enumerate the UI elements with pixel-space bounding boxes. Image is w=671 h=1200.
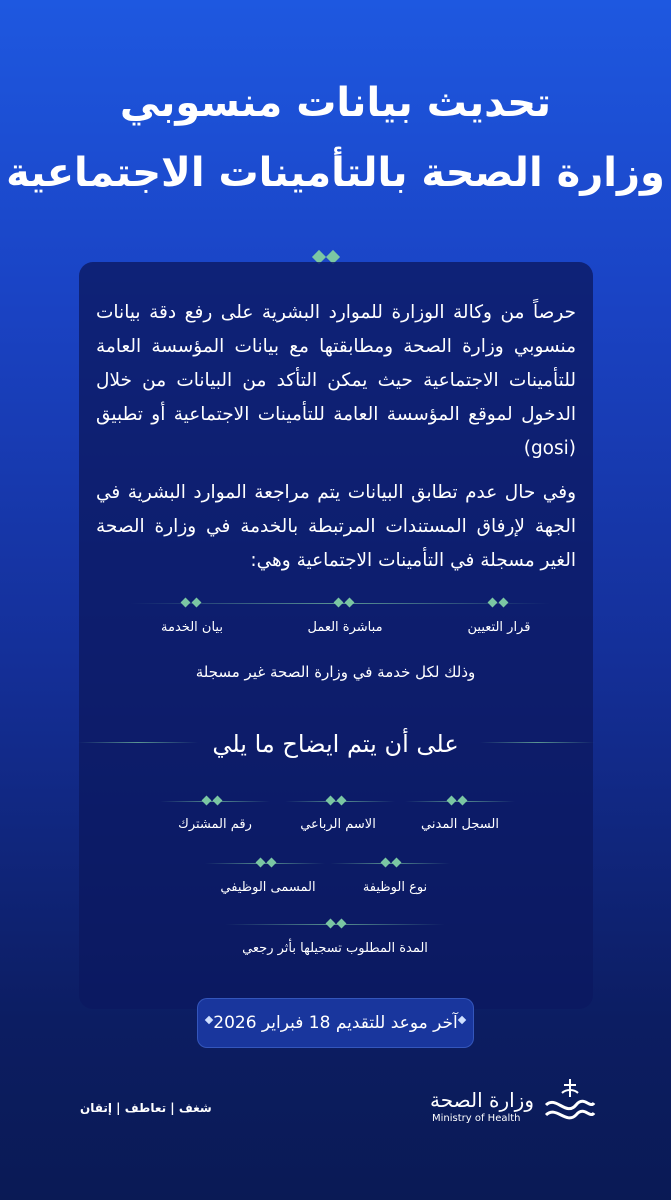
bullet-diamond-icon [489,599,507,606]
document-item: بيان الخدمة [161,620,223,635]
field-item: المدة المطلوب تسجيلها بأثر رجعي [242,941,428,956]
intro-paragraph-1: حرصاً من وكالة الوزارة للموارد البشرية على رفع دقة بيانات منسوبي وزارة الصحة ومطابقتها مع بيانات المؤسسة العامة للتأمينات الاجتماعية حيث يمكن التأكد من البيانات من خلال الدخول لموقع المؤسسة العامة للتأمينات الاجتماعية أو تطبيق (gosi) [96,302,576,459]
ministry-name-ar: وزارة الصحة [430,1088,534,1112]
document-item: مباشرة العمل [307,620,383,635]
field-item: الاسم الرباعي [300,817,376,832]
field-item: المسمى الوظيفي [220,880,316,895]
bullet-diamond-icon [182,599,200,606]
deadline-box [197,998,474,1048]
bullet-diamond-icon [327,797,345,804]
note-text: وذلك لكل خدمة في وزارة الصحة غير مسجلة [195,663,476,681]
slogan: شغف | تعاطف | إتقان [80,1101,212,1115]
ministry-logo-icon [540,1075,596,1125]
bullet-diamond-icon [382,859,400,866]
diamond-ornament-icon [314,252,338,262]
bullet-diamond-icon [203,797,221,804]
document-item: قرار التعيين [467,620,531,635]
bullet-diamond-icon [448,797,466,804]
field-item: نوع الوظيفة [362,880,428,895]
ministry-name-en: Ministry of Health [432,1113,521,1124]
intro-paragraph-2: وفي حال عدم تطابق البيانات يتم مراجعة الموارد البشرية في الجهة لإرفاق المستندات المرتبطة بالخدمة في وزارة الصحة الغير مسجلة في التأمينات الاجتماعية وهي: [96,482,576,571]
bullet-diamond-icon [335,599,353,606]
subheading: على أن يتم ايضاح ما يلي [212,730,459,758]
field-item: السجل المدني [421,817,499,832]
bullet-diamond-icon [257,859,275,866]
title-line-1: تحديث بيانات منسوبي [119,80,552,126]
bullet-diamond-icon [327,920,345,927]
deadline-text: آخر موعد للتقديم 18 فبراير 2026 [213,1013,458,1033]
title-line-2: وزارة الصحة بالتأمينات الاجتماعية [6,150,665,196]
field-item: رقم المشترك [178,817,252,832]
